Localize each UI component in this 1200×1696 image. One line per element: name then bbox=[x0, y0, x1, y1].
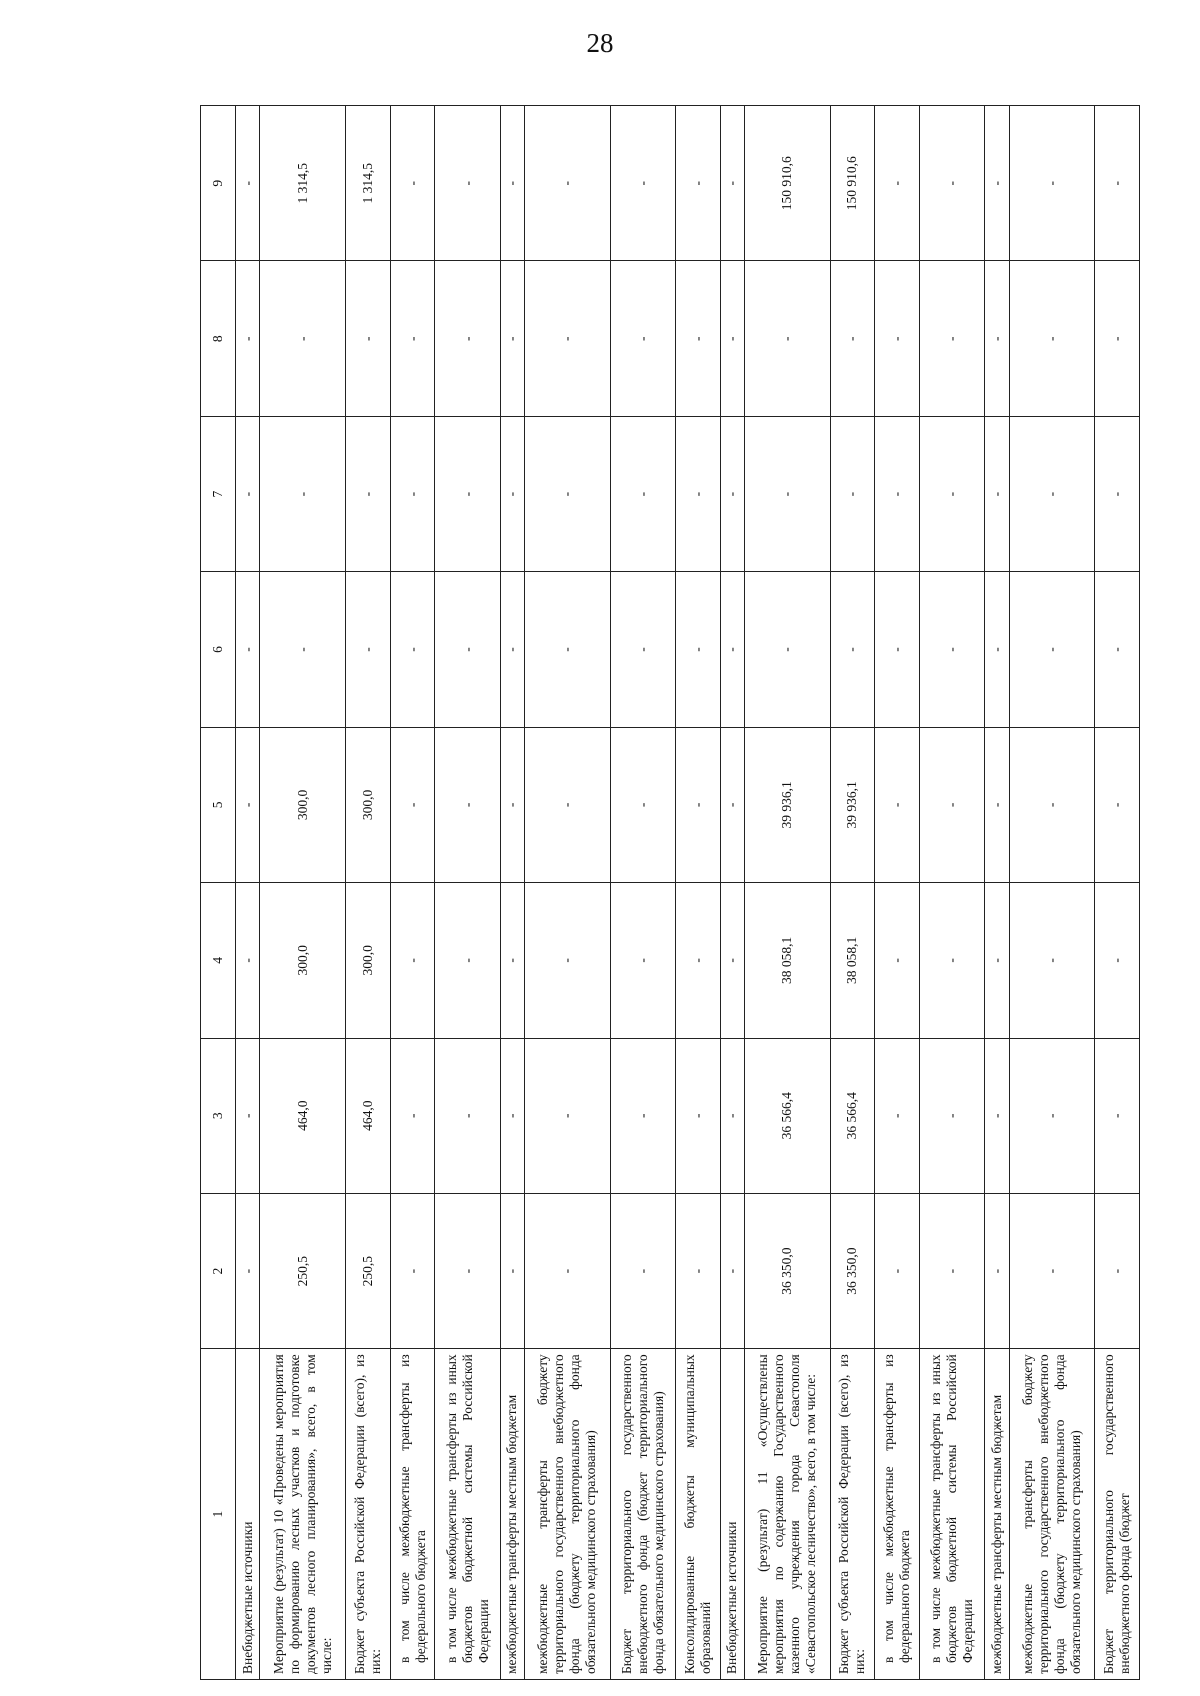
value-cell: - bbox=[875, 1193, 920, 1348]
column-number-row bbox=[201, 106, 236, 1680]
column-number: 3 bbox=[201, 1038, 236, 1193]
row-label: межбюджетные трансферты местным бюджетам bbox=[985, 1349, 1009, 1680]
value-cell: - bbox=[500, 883, 524, 1038]
value-cell: - bbox=[524, 106, 610, 261]
value-cell: - bbox=[875, 1038, 920, 1193]
value-cell: - bbox=[610, 416, 675, 571]
row-label: в том числе межбюджетные трансферты из федерального бюджета bbox=[390, 1349, 435, 1680]
row-label: Бюджет территориального государственного внебюджетного фонда (бюджет территориального фонда обязательного медицинского страхования) bbox=[610, 1349, 675, 1680]
value-cell: 464,0 bbox=[345, 1038, 390, 1193]
value-cell: - bbox=[744, 572, 830, 727]
table-row bbox=[920, 106, 985, 1680]
row-label: в том числе межбюджетные трансферты из иных бюджетов бюджетной системы Российской Федерации bbox=[435, 1349, 500, 1680]
value-cell: 300,0 bbox=[260, 883, 346, 1038]
value-cell: - bbox=[236, 261, 260, 416]
value-cell: 1 314,5 bbox=[345, 106, 390, 261]
column-number: 9 bbox=[201, 106, 236, 261]
value-cell: - bbox=[1095, 261, 1140, 416]
value-cell: - bbox=[260, 261, 346, 416]
value-cell: - bbox=[524, 416, 610, 571]
table-row bbox=[236, 106, 260, 1680]
value-cell: - bbox=[390, 727, 435, 882]
value-cell: 38 058,1 bbox=[744, 883, 830, 1038]
table-row bbox=[435, 106, 500, 1680]
value-cell: - bbox=[236, 572, 260, 727]
value-cell: - bbox=[1009, 1193, 1095, 1348]
value-cell: - bbox=[500, 416, 524, 571]
value-cell: - bbox=[720, 106, 744, 261]
table-row bbox=[1095, 106, 1140, 1680]
value-cell: - bbox=[920, 106, 985, 261]
table-row bbox=[390, 106, 435, 1680]
table-row bbox=[610, 106, 675, 1680]
column-number: 6 bbox=[201, 572, 236, 727]
table-row bbox=[675, 106, 720, 1680]
budget-table bbox=[200, 105, 1140, 1680]
value-cell: - bbox=[390, 1193, 435, 1348]
value-cell: 1 314,5 bbox=[260, 106, 346, 261]
value-cell: - bbox=[744, 416, 830, 571]
value-cell: - bbox=[875, 883, 920, 1038]
value-cell: 36 566,4 bbox=[744, 1038, 830, 1193]
value-cell: - bbox=[610, 1038, 675, 1193]
value-cell: - bbox=[1009, 261, 1095, 416]
value-cell: - bbox=[390, 106, 435, 261]
value-cell: - bbox=[675, 106, 720, 261]
value-cell: - bbox=[1095, 1038, 1140, 1193]
value-cell: - bbox=[1095, 416, 1140, 571]
value-cell: - bbox=[524, 1193, 610, 1348]
value-cell: 36 350,0 bbox=[830, 1193, 875, 1348]
row-label: Бюджет субъекта Российской Федерации (всего), из них: bbox=[830, 1349, 875, 1680]
value-cell: - bbox=[610, 727, 675, 882]
value-cell: - bbox=[390, 416, 435, 571]
column-number: 5 bbox=[201, 727, 236, 882]
value-cell: 300,0 bbox=[345, 883, 390, 1038]
value-cell: - bbox=[236, 883, 260, 1038]
value-cell: - bbox=[610, 1193, 675, 1348]
value-cell: - bbox=[720, 572, 744, 727]
value-cell: - bbox=[985, 1038, 1009, 1193]
value-cell: - bbox=[345, 261, 390, 416]
table-row bbox=[744, 106, 830, 1680]
value-cell: 39 936,1 bbox=[744, 727, 830, 882]
value-cell: - bbox=[1095, 727, 1140, 882]
table-row bbox=[524, 106, 610, 1680]
value-cell: - bbox=[675, 727, 720, 882]
row-label: Консолидированные бюджеты муниципальных образований bbox=[675, 1349, 720, 1680]
value-cell: 150 910,6 bbox=[744, 106, 830, 261]
value-cell: - bbox=[435, 572, 500, 727]
value-cell: - bbox=[435, 416, 500, 571]
value-cell: - bbox=[260, 416, 346, 571]
row-label: в том числе межбюджетные трансферты из иных бюджетов бюджетной системы Российской Федерации bbox=[920, 1349, 985, 1680]
value-cell: - bbox=[390, 572, 435, 727]
value-cell: - bbox=[675, 416, 720, 571]
value-cell: - bbox=[985, 106, 1009, 261]
row-label: межбюджетные трансферты бюджету территориального государственного внебюджетного фонда (бюджету территориального фонда обязательного медицинского страхования) bbox=[1009, 1349, 1095, 1680]
value-cell: - bbox=[875, 416, 920, 571]
value-cell: - bbox=[236, 106, 260, 261]
value-cell: - bbox=[260, 572, 346, 727]
value-cell: - bbox=[675, 572, 720, 727]
value-cell: - bbox=[345, 416, 390, 571]
row-label: Бюджет территориального государственного внебюджетного фонда (бюджет bbox=[1095, 1349, 1140, 1680]
table-row bbox=[500, 106, 524, 1680]
value-cell: - bbox=[1009, 106, 1095, 261]
value-cell: - bbox=[985, 727, 1009, 882]
value-cell: - bbox=[744, 261, 830, 416]
value-cell: - bbox=[720, 1193, 744, 1348]
value-cell: - bbox=[1009, 727, 1095, 882]
table-row bbox=[720, 106, 744, 1680]
value-cell: - bbox=[920, 1193, 985, 1348]
value-cell: 36 350,0 bbox=[744, 1193, 830, 1348]
row-label: Мероприятие (результат) 10 «Проведены мероприятия по формированию лесных участков и подготовке документов лесного планирования», всего, в том числе: bbox=[260, 1349, 346, 1680]
value-cell: - bbox=[500, 261, 524, 416]
value-cell: 38 058,1 bbox=[830, 883, 875, 1038]
value-cell: - bbox=[390, 1038, 435, 1193]
value-cell: - bbox=[524, 727, 610, 882]
table-body bbox=[236, 106, 1140, 1680]
value-cell: - bbox=[435, 1038, 500, 1193]
value-cell: - bbox=[720, 1038, 744, 1193]
column-number: 8 bbox=[201, 261, 236, 416]
value-cell: - bbox=[236, 727, 260, 882]
row-label: Внебюджетные источники bbox=[236, 1349, 260, 1680]
value-cell: - bbox=[1009, 883, 1095, 1038]
value-cell: - bbox=[985, 261, 1009, 416]
value-cell: - bbox=[610, 106, 675, 261]
value-cell: - bbox=[920, 727, 985, 882]
row-label: межбюджетные трансферты местным бюджетам bbox=[500, 1349, 524, 1680]
value-cell: - bbox=[236, 416, 260, 571]
column-number: 7 bbox=[201, 416, 236, 571]
value-cell: 39 936,1 bbox=[830, 727, 875, 882]
row-label: межбюджетные трансферты бюджету территориального государственного внебюджетного фонда (бюджету территориального фонда обязательного медицинского страхования) bbox=[524, 1349, 610, 1680]
value-cell: - bbox=[236, 1193, 260, 1348]
value-cell: - bbox=[1095, 572, 1140, 727]
value-cell: - bbox=[720, 416, 744, 571]
value-cell: - bbox=[524, 261, 610, 416]
value-cell: - bbox=[610, 883, 675, 1038]
value-cell: - bbox=[920, 416, 985, 571]
table-row bbox=[830, 106, 875, 1680]
value-cell: - bbox=[390, 883, 435, 1038]
value-cell: - bbox=[830, 572, 875, 727]
value-cell: - bbox=[500, 1038, 524, 1193]
value-cell: - bbox=[720, 261, 744, 416]
table-row bbox=[345, 106, 390, 1680]
value-cell: - bbox=[500, 727, 524, 882]
value-cell: - bbox=[390, 261, 435, 416]
value-cell: - bbox=[1095, 106, 1140, 261]
value-cell: - bbox=[985, 1193, 1009, 1348]
value-cell: - bbox=[720, 727, 744, 882]
value-cell: - bbox=[875, 261, 920, 416]
row-label: в том числе межбюджетные трансферты из федерального бюджета bbox=[875, 1349, 920, 1680]
column-number: 4 bbox=[201, 883, 236, 1038]
value-cell: 36 566,4 bbox=[830, 1038, 875, 1193]
table-row bbox=[985, 106, 1009, 1680]
value-cell: - bbox=[985, 883, 1009, 1038]
value-cell: - bbox=[1095, 1193, 1140, 1348]
value-cell: - bbox=[435, 1193, 500, 1348]
value-cell: - bbox=[720, 883, 744, 1038]
table-row bbox=[1009, 106, 1095, 1680]
value-cell: - bbox=[920, 572, 985, 727]
value-cell: - bbox=[675, 1193, 720, 1348]
value-cell: - bbox=[875, 727, 920, 882]
value-cell: - bbox=[524, 1038, 610, 1193]
column-number: 1 bbox=[201, 1349, 236, 1680]
value-cell: - bbox=[1009, 1038, 1095, 1193]
value-cell: - bbox=[920, 1038, 985, 1193]
value-cell: 250,5 bbox=[260, 1193, 346, 1348]
column-number: 2 bbox=[201, 1193, 236, 1348]
value-cell: - bbox=[500, 1193, 524, 1348]
row-label: Внебюджетные источники bbox=[720, 1349, 744, 1680]
value-cell: - bbox=[435, 883, 500, 1038]
value-cell: - bbox=[345, 572, 390, 727]
value-cell: 250,5 bbox=[345, 1193, 390, 1348]
value-cell: - bbox=[1009, 416, 1095, 571]
value-cell: - bbox=[875, 106, 920, 261]
value-cell: - bbox=[985, 416, 1009, 571]
value-cell: 150 910,6 bbox=[830, 106, 875, 261]
row-label: Мероприятие (результат) 11 «Осуществлены мероприятия по содержанию Государственного казенного учреждения города Севастополя «Севастопольское лесничество», всего, в том числе: bbox=[744, 1349, 830, 1680]
page-number: 28 bbox=[586, 28, 614, 58]
value-cell: - bbox=[500, 572, 524, 727]
value-cell: - bbox=[435, 727, 500, 882]
value-cell: - bbox=[524, 572, 610, 727]
row-label: Бюджет субъекта Российской Федерации (всего), из них: bbox=[345, 1349, 390, 1680]
value-cell: - bbox=[236, 1038, 260, 1193]
value-cell: - bbox=[524, 883, 610, 1038]
value-cell: - bbox=[610, 572, 675, 727]
value-cell: - bbox=[920, 883, 985, 1038]
value-cell: 300,0 bbox=[345, 727, 390, 882]
value-cell: - bbox=[985, 572, 1009, 727]
value-cell: - bbox=[675, 883, 720, 1038]
value-cell: - bbox=[500, 106, 524, 261]
value-cell: - bbox=[830, 416, 875, 571]
value-cell: - bbox=[875, 572, 920, 727]
value-cell: - bbox=[1095, 883, 1140, 1038]
value-cell: - bbox=[1009, 572, 1095, 727]
value-cell: - bbox=[435, 106, 500, 261]
table-row bbox=[875, 106, 920, 1680]
value-cell: - bbox=[610, 261, 675, 416]
rotated-table-container bbox=[200, 105, 1140, 1680]
value-cell: - bbox=[830, 261, 875, 416]
value-cell: - bbox=[435, 261, 500, 416]
value-cell: - bbox=[675, 261, 720, 416]
value-cell: - bbox=[920, 261, 985, 416]
table-row bbox=[260, 106, 346, 1680]
value-cell: 300,0 bbox=[260, 727, 346, 882]
rotated-table-body bbox=[200, 105, 1140, 1680]
value-cell: 464,0 bbox=[260, 1038, 346, 1193]
value-cell: - bbox=[675, 1038, 720, 1193]
